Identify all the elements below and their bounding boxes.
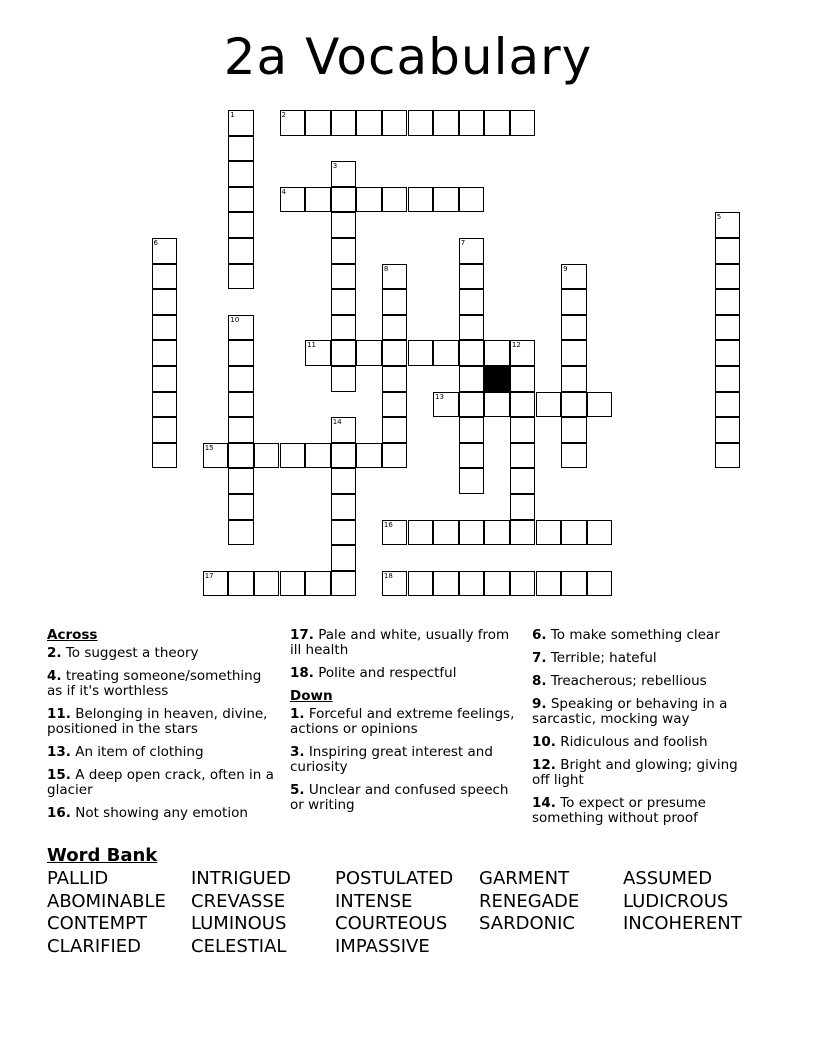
clue-number: 11: [307, 341, 317, 350]
across-heading: Across: [47, 627, 98, 643]
clue-down-14: 14. To expect or presume something without proof: [532, 795, 706, 826]
grid-cell[interactable]: [280, 443, 306, 469]
word-bank-title: Word Bank: [47, 845, 158, 866]
grid-cell[interactable]: [331, 110, 357, 136]
word-bank-item: LUDICROUS: [623, 890, 729, 912]
grid-cell[interactable]: [331, 264, 357, 290]
grid-cell[interactable]: [459, 110, 485, 136]
word-bank-item: CLARIFIED: [47, 935, 142, 957]
grid-cell[interactable]: [331, 289, 357, 315]
grid-cell[interactable]: [433, 520, 459, 546]
grid-cell[interactable]: [228, 187, 254, 213]
grid-cell[interactable]: [331, 443, 357, 469]
grid-cell[interactable]: [280, 187, 306, 213]
grid-cell[interactable]: [152, 366, 178, 392]
word-bank-item: GARMENT: [479, 868, 570, 889]
grid-cell[interactable]: [510, 494, 536, 520]
grid-cell[interactable]: [331, 571, 357, 597]
grid-cell[interactable]: [382, 187, 408, 213]
grid-cell[interactable]: [715, 340, 741, 366]
clue-down-3: 3. Inspiring great interest and curiosity: [290, 744, 493, 775]
clue-across-11: 11. Belonging in heaven, divine, positioned in the stars: [47, 706, 268, 737]
clue-number: 4: [281, 187, 286, 196]
grid-cell[interactable]: [152, 289, 178, 315]
grid-cell[interactable]: [536, 392, 562, 418]
clue-number: 13: [435, 392, 445, 401]
clue-column-1: [47, 628, 277, 829]
grid-cell[interactable]: [254, 571, 280, 597]
word-bank-item: CELESTIAL: [191, 935, 287, 957]
grid-cell[interactable]: [228, 366, 254, 392]
word-bank-item: RENEGADE: [479, 890, 580, 912]
page-title: 2a Vocabulary: [223, 28, 593, 86]
grid-cell[interactable]: [228, 443, 254, 469]
grid-cell[interactable]: [484, 520, 510, 546]
clue-number: 15: [204, 443, 214, 452]
grid-cell[interactable]: [587, 392, 613, 418]
grid-cell[interactable]: [228, 571, 254, 597]
grid-cell[interactable]: [561, 264, 587, 290]
grid-cell[interactable]: [152, 392, 178, 418]
word-bank-item: CREVASSE: [191, 890, 286, 912]
clue-number: 18: [383, 571, 393, 580]
word-bank-item: INCOHERENT: [623, 913, 742, 934]
grid-cell[interactable]: [459, 187, 485, 213]
grid-cell[interactable]: [382, 110, 408, 136]
grid-cell[interactable]: [484, 392, 510, 418]
grid-cell[interactable]: [484, 340, 510, 366]
word-bank-item: PALLID: [47, 868, 109, 889]
grid-cell[interactable]: [561, 392, 587, 418]
grid-cell[interactable]: [510, 443, 536, 469]
grid-cell[interactable]: [331, 340, 357, 366]
grid-cell[interactable]: [203, 443, 229, 469]
grid-cell[interactable]: [408, 187, 434, 213]
grid-cell[interactable]: [228, 264, 254, 290]
grid-cell[interactable]: [356, 187, 382, 213]
grid-cell[interactable]: [459, 315, 485, 341]
grid-cell[interactable]: [331, 161, 357, 187]
clue-across-17: 17. Pale and white, usually from ill health: [290, 627, 510, 658]
clue-number: 14: [332, 418, 342, 427]
grid-cell[interactable]: [152, 264, 178, 290]
grid-cell[interactable]: [228, 392, 254, 418]
grid-cell[interactable]: [715, 289, 741, 315]
grid-cell[interactable]: [331, 315, 357, 341]
word-bank-item: INTRIGUED: [191, 868, 291, 889]
grid-cell[interactable]: [433, 340, 459, 366]
grid-cell[interactable]: [561, 443, 587, 469]
grid-cell[interactable]: [152, 443, 178, 469]
grid-cell[interactable]: [715, 417, 741, 443]
word-bank-item: POSTULATED: [335, 868, 454, 889]
grid-cell[interactable]: [331, 520, 357, 546]
grid-cell[interactable]: [715, 315, 741, 341]
grid-cell[interactable]: [459, 340, 485, 366]
grid-cell[interactable]: [715, 212, 741, 238]
grid-cell[interactable]: [228, 238, 254, 264]
grid-cell[interactable]: [382, 571, 408, 597]
clue-down-7: 7. Terrible; hateful: [532, 650, 657, 666]
grid-cell[interactable]: [510, 417, 536, 443]
clue-across-13: 13. An item of clothing: [47, 744, 204, 760]
grid-cell[interactable]: [715, 392, 741, 418]
grid-cell[interactable]: [459, 468, 485, 494]
grid-cell[interactable]: [510, 571, 536, 597]
grid-cell[interactable]: [356, 340, 382, 366]
grid-cell[interactable]: [203, 571, 229, 597]
clue-number: 1: [230, 111, 235, 119]
word-bank-item: INTENSE: [335, 890, 413, 912]
grid-cell[interactable]: [715, 264, 741, 290]
grid-cell[interactable]: [510, 110, 536, 136]
grid-cell[interactable]: [561, 315, 587, 341]
grid-cell[interactable]: [459, 571, 485, 597]
grid-cell[interactable]: [152, 238, 178, 264]
grid-cell[interactable]: [715, 366, 741, 392]
word-bank-item: IMPASSIVE: [335, 935, 430, 957]
grid-cell[interactable]: [510, 468, 536, 494]
grid-cell[interactable]: [331, 212, 357, 238]
grid-cell[interactable]: [228, 494, 254, 520]
clue-number: 5: [716, 213, 722, 222]
grid-cell[interactable]: [587, 520, 613, 546]
grid-cell[interactable]: [356, 110, 382, 136]
grid-cell[interactable]: [152, 417, 178, 443]
grid-cell[interactable]: [305, 187, 331, 213]
grid-cell[interactable]: [510, 340, 536, 366]
clue-down-1: 1. Forceful and extreme feelings, actions or opinions: [290, 706, 515, 737]
grid-cell[interactable]: [536, 571, 562, 597]
grid-cell[interactable]: [382, 340, 408, 366]
grid-cell[interactable]: [228, 340, 254, 366]
grid-cell[interactable]: [587, 571, 613, 597]
grid-cell[interactable]: [484, 110, 510, 136]
grid-cell[interactable]: [382, 289, 408, 315]
word-bank-item: COURTEOUS: [335, 913, 448, 934]
clue-column-3: [532, 628, 752, 834]
grid-cell[interactable]: [305, 110, 331, 136]
grid-cell[interactable]: [561, 571, 587, 597]
clue-number: 7: [460, 239, 466, 247]
clue-number: 17: [204, 571, 214, 580]
grid-cell[interactable]: [715, 238, 741, 264]
word-bank-item: LUMINOUS: [191, 913, 287, 934]
grid-cell[interactable]: [280, 571, 306, 597]
grid-cell[interactable]: [715, 443, 741, 469]
word-bank-item: SARDONIC: [479, 913, 575, 934]
grid-cell[interactable]: [228, 161, 254, 187]
grid-cell[interactable]: [459, 520, 485, 546]
grid-cell[interactable]: [280, 110, 306, 136]
clue-across-16: 16. Not showing any emotion: [47, 805, 248, 821]
clue-across-2: 2. To suggest a theory: [47, 645, 199, 661]
grid-cell[interactable]: [382, 520, 408, 546]
grid-cell[interactable]: [510, 366, 536, 392]
grid-cell[interactable]: [254, 443, 280, 469]
grid-cell[interactable]: [331, 545, 357, 571]
grid-cell[interactable]: [382, 392, 408, 418]
clue-number: 3: [332, 162, 338, 171]
clue-number: 16: [383, 520, 393, 529]
grid-cell[interactable]: [408, 520, 434, 546]
grid-cell[interactable]: [459, 443, 485, 469]
grid-cell[interactable]: [382, 264, 408, 290]
clue-number: 10: [230, 315, 240, 324]
clue-number: 2: [281, 111, 286, 119]
grid-cell[interactable]: [382, 443, 408, 469]
clue-down-6: 6. To make something clear: [532, 627, 720, 643]
grid-cell[interactable]: [433, 571, 459, 597]
grid-cell[interactable]: [561, 366, 587, 392]
grid-cell[interactable]: [459, 264, 485, 290]
clue-number: 8: [383, 264, 389, 273]
clue-down-8: 8. Treacherous; rebellious: [532, 673, 707, 689]
grid-cell[interactable]: [459, 238, 485, 264]
grid-cell[interactable]: [459, 417, 485, 443]
grid-cell[interactable]: [305, 340, 331, 366]
clue-number: 9: [563, 264, 568, 273]
grid-cell[interactable]: [433, 187, 459, 213]
grid-cell[interactable]: [510, 392, 536, 418]
grid-cell[interactable]: [331, 494, 357, 520]
grid-cell[interactable]: [228, 110, 254, 136]
grid-cell[interactable]: [536, 520, 562, 546]
clue-across-4: 4. treating someone/something as if it's worthless: [47, 668, 262, 699]
grid-cell[interactable]: [305, 571, 331, 597]
clue-down-5: 5. Unclear and confused speech or writing: [290, 782, 509, 813]
grid-cell[interactable]: [510, 520, 536, 546]
word-bank-item: ASSUMED: [623, 868, 713, 889]
grid-cell[interactable]: [433, 110, 459, 136]
clue-down-12: 12. Bright and glowing; giving off light: [532, 757, 738, 788]
grid-cell[interactable]: [382, 417, 408, 443]
grid-cell[interactable]: [305, 443, 331, 469]
grid-cell[interactable]: [561, 417, 587, 443]
grid-cell[interactable]: [408, 110, 434, 136]
grid-cell[interactable]: [433, 392, 459, 418]
grid-cell[interactable]: [382, 366, 408, 392]
word-bank: [47, 868, 787, 958]
grid-cell[interactable]: [561, 340, 587, 366]
grid-cell[interactable]: [408, 340, 434, 366]
clue-across-18: 18. Polite and respectful: [290, 665, 457, 681]
clue-down-10: 10. Ridiculous and foolish: [532, 734, 708, 750]
grid-cell[interactable]: [331, 366, 357, 392]
grid-cell[interactable]: [228, 417, 254, 443]
grid-cell[interactable]: [484, 571, 510, 597]
grid-cell[interactable]: [152, 315, 178, 341]
clue-column-2: [290, 628, 516, 821]
grid-cell[interactable]: [228, 212, 254, 238]
grid-cell[interactable]: [356, 443, 382, 469]
word-bank-item: ABOMINABLE: [47, 890, 166, 912]
grid-cell[interactable]: [228, 468, 254, 494]
clue-number: 12: [511, 341, 521, 350]
word-bank-item: CONTEMPT: [47, 913, 147, 934]
grid-cell[interactable]: [459, 392, 485, 418]
grid-cell[interactable]: [408, 571, 434, 597]
grid-cell[interactable]: [459, 366, 485, 392]
clue-number: 6: [153, 239, 158, 247]
grid-cell[interactable]: [459, 289, 485, 315]
clue-down-9: 9. Speaking or behaving in a sarcastic, mocking way: [532, 696, 728, 727]
black-cell: [484, 366, 510, 392]
grid-cell[interactable]: [561, 520, 587, 546]
grid-cell[interactable]: [152, 340, 178, 366]
grid-cell[interactable]: [331, 187, 357, 213]
grid-cell[interactable]: [331, 238, 357, 264]
grid-cell[interactable]: [228, 136, 254, 162]
grid-cell[interactable]: [331, 417, 357, 443]
down-heading: Down: [290, 688, 333, 704]
grid-cell[interactable]: [561, 289, 587, 315]
grid-cell[interactable]: [382, 315, 408, 341]
grid-cell[interactable]: [228, 520, 254, 546]
grid-cell[interactable]: [228, 315, 254, 341]
clue-across-15: 15. A deep open crack, often in a glacier: [47, 767, 274, 798]
grid-cell[interactable]: [331, 468, 357, 494]
